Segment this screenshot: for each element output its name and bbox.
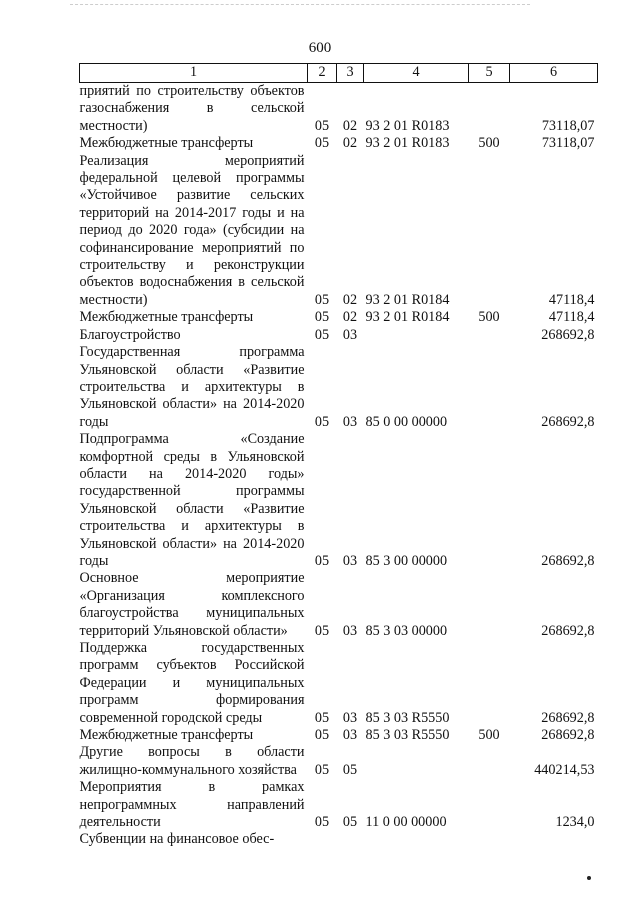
- row-amount: 268692,8: [541, 413, 595, 430]
- row-expense-type-code: [469, 744, 510, 779]
- row-section-code: [308, 831, 337, 848]
- row-section-code: 05: [314, 761, 330, 778]
- row-section-code: 05: [314, 622, 330, 639]
- header-col-2: 2: [308, 64, 337, 83]
- row-subsection-code: 02: [342, 117, 358, 134]
- row-section-code: 05: [314, 552, 330, 569]
- row-expense-type-code: [469, 640, 510, 727]
- table-row: [80, 344, 598, 431]
- row-expense-type-code: [469, 344, 510, 431]
- table-row: [80, 744, 598, 779]
- row-target-article-code: [364, 327, 469, 344]
- header-col-5: 5: [469, 64, 510, 83]
- table-row: [80, 431, 598, 570]
- row-amount: [510, 831, 598, 848]
- row-expense-type-code: 500: [478, 727, 500, 744]
- row-target-article-code: [364, 744, 469, 779]
- row-expense-type-code: [469, 831, 510, 848]
- row-target-article-code: 85 3 03 00000: [365, 622, 448, 639]
- row-expense-type-code: 500: [478, 135, 500, 152]
- row-amount: 47118,4: [548, 309, 595, 326]
- row-subsection-code: 03: [342, 727, 358, 744]
- table-row: [80, 83, 598, 136]
- row-expense-type-code: [469, 153, 510, 310]
- table-header: [80, 64, 598, 83]
- header-col-1: 1: [80, 64, 308, 83]
- table-body: [80, 83, 598, 849]
- row-subsection-code: 03: [342, 326, 358, 343]
- row-amount: 73118,07: [541, 117, 595, 134]
- table-row: [80, 570, 598, 640]
- row-description: Благоустройство: [79, 326, 181, 343]
- row-section-code: 05: [314, 326, 330, 343]
- row-section-code: 05: [314, 309, 330, 326]
- row-subsection-code: 05: [342, 761, 358, 778]
- row-section-code: 05: [314, 291, 330, 308]
- row-amount: 268692,8: [541, 326, 595, 343]
- row-subsection-code: [337, 831, 364, 848]
- row-expense-type-code: [469, 570, 510, 640]
- row-expense-type-code: 500: [478, 309, 500, 326]
- row-amount: 73118,07: [541, 135, 595, 152]
- row-amount: 47118,4: [548, 291, 595, 308]
- row-expense-type-code: [469, 327, 510, 344]
- row-amount: 268692,8: [541, 552, 595, 569]
- row-subsection-code: 02: [342, 291, 358, 308]
- row-amount: 268692,8: [541, 727, 595, 744]
- row-description: Государственная программа Ульяновской области «Развитие строительства и архитектуры в Ульяновской области» на 2014-2020 годы: [79, 344, 305, 430]
- header-col-3: 3: [337, 64, 364, 83]
- row-description: Основное мероприятие «Организация комплексного благоустройства муниципальных территорий Ульяновской области»: [79, 570, 305, 639]
- table-row: [80, 327, 598, 344]
- row-target-article-code: 85 3 00 00000: [365, 552, 448, 569]
- page-number: 600: [308, 40, 332, 56]
- row-amount: 268692,8: [541, 709, 595, 726]
- row-section-code: 05: [314, 727, 330, 744]
- row-subsection-code: 02: [342, 309, 358, 326]
- row-description: Межбюджетные трансферты: [79, 135, 254, 152]
- row-expense-type-code: [469, 83, 510, 136]
- row-target-article-code: [364, 831, 469, 848]
- table-row: [80, 309, 598, 326]
- row-section-code: 05: [314, 135, 330, 152]
- row-section-code: 05: [314, 709, 330, 726]
- row-subsection-code: 02: [342, 135, 358, 152]
- row-description: Межбюджетные трансферты: [79, 727, 254, 744]
- row-target-article-code: 85 3 03 R5550: [365, 709, 450, 726]
- header-col-6: 6: [510, 64, 598, 83]
- scan-artifact-dot: [587, 876, 591, 880]
- row-description: Субвенции на финансовое обес-: [79, 831, 275, 848]
- table-row: [80, 727, 598, 744]
- row-target-article-code: 93 2 01 R0183: [365, 135, 450, 152]
- row-description: Мероприятия в рамках непрограммных направлений деятельности: [79, 779, 305, 831]
- table-row: [80, 640, 598, 727]
- header-row: [80, 64, 598, 83]
- row-subsection-code: 03: [342, 413, 358, 430]
- row-subsection-code: 03: [342, 709, 358, 726]
- row-target-article-code: 11 0 00 00000: [365, 814, 447, 831]
- row-description: Реализация мероприятий федеральной целевой программы «Устойчивое развитие сельских территорий на 2014-2017 годы и на период до 2020 года» (субсидии на софинансирование мероприятий по строительству и реконструкции объектов водоснабжения в сельской местности): [79, 152, 305, 308]
- row-target-article-code: 85 0 00 00000: [365, 413, 448, 430]
- row-description: Подпрограмма «Создание комфортной среды в Ульяновской области на 2014-2020 годы» государственной программы Ульяновской области «Развитие строительства и архитектуры в Ульяновской области» на 2014-2020 годы: [79, 431, 305, 569]
- row-section-code: 05: [314, 814, 330, 831]
- scan-artifact-top: [70, 4, 530, 11]
- header-col-4: 4: [364, 64, 469, 83]
- row-target-article-code: 93 2 01 R0184: [365, 291, 450, 308]
- row-amount: 1234,0: [555, 814, 595, 831]
- row-description: Межбюджетные трансферты: [79, 309, 254, 326]
- row-expense-type-code: [469, 779, 510, 831]
- table-row: [80, 153, 598, 310]
- table-row: [80, 779, 598, 831]
- row-amount: 268692,8: [541, 622, 595, 639]
- row-target-article-code: 93 2 01 R0183: [365, 117, 450, 134]
- row-subsection-code: 03: [342, 552, 358, 569]
- row-target-article-code: 93 2 01 R0184: [365, 309, 450, 326]
- row-subsection-code: 03: [342, 622, 358, 639]
- row-amount: 440214,53: [534, 761, 595, 778]
- row-section-code: 05: [314, 413, 330, 430]
- row-description: Поддержка государственных программ субъектов Российской Федерации и муниципальных программ формирования современной городской среды: [79, 640, 305, 726]
- row-target-article-code: 85 3 03 R5550: [365, 727, 450, 744]
- row-section-code: 05: [314, 117, 330, 134]
- table-row: [80, 831, 598, 848]
- row-description: Другие вопросы в области жилищно-коммунального хозяйства: [79, 744, 305, 778]
- budget-table: [79, 63, 598, 849]
- table-row: [80, 135, 598, 152]
- row-description: приятий по строительству объектов газоснабжения в сельской местности): [79, 83, 305, 134]
- row-expense-type-code: [469, 431, 510, 570]
- row-subsection-code: 05: [342, 814, 358, 831]
